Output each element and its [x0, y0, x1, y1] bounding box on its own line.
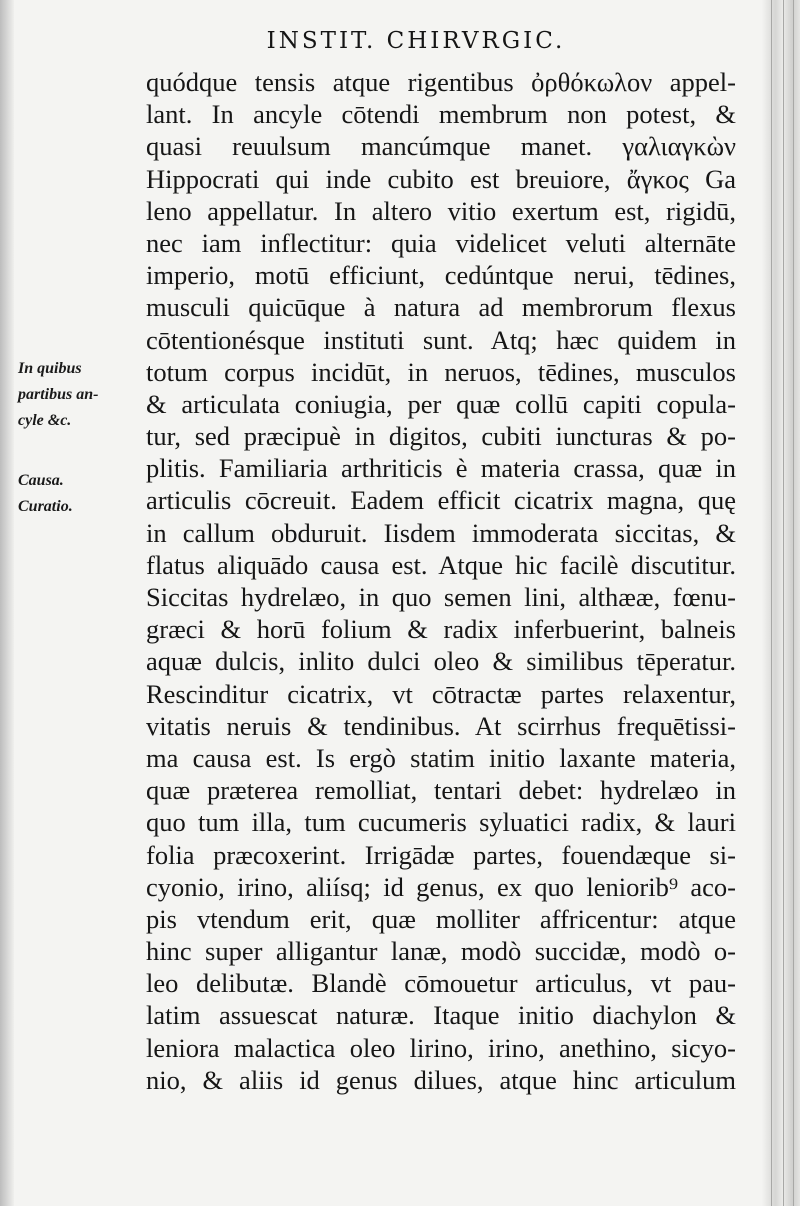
margin-note-line: cyle &c. [18, 412, 72, 429]
margin-note-curatio [18, 494, 143, 520]
text-line: quasi reuulsum mancúmque manet. γαλιαγκὼν [146, 131, 736, 162]
margin-note-causa [18, 468, 143, 494]
text-line: leniora malactica oleo lirino, irino, anethino, sicyo- [146, 1032, 736, 1063]
body-text [146, 66, 736, 1096]
text-line: latim assuescat naturæ. Itaque initio diachylon & [146, 1000, 736, 1031]
text-line: & articulata coniugia, per quæ collū capiti copula- [146, 388, 736, 419]
text-line: quæ præterea remolliat, tentari debet: hydrelæo in [146, 775, 736, 806]
binding-shadow [0, 0, 14, 1206]
margin-note-line: Curatio. [18, 498, 73, 515]
text-line: Siccitas hydrelæo, in quo semen lini, althææ, fœnu- [146, 582, 736, 612]
page-edge [762, 0, 800, 1206]
text-line: nec iam inflectitur: quia videlicet veluti alternāte [146, 227, 736, 258]
text-line: tur, sed præcipuè in digitos, cubiti iuncturas & po- [146, 421, 736, 452]
edge-line [793, 0, 794, 1206]
text-line: vitatis neruis & tendinibus. At scirrhus frequētissi- [146, 710, 736, 741]
margin-note-in-quibus [18, 356, 143, 434]
text-line: ma causa est. Is ergò statim initio laxante materia, [146, 742, 736, 773]
margin-note-line: In quibus [18, 360, 82, 377]
text-line: musculi quicūque à natura ad membrorum flexus [146, 292, 736, 323]
text-line: Hippocrati qui inde cubito est breuiore, ἄγκος Ga [146, 163, 736, 194]
text-line: totum corpus incidūt, in neruos, tēdines, musculos [146, 356, 736, 387]
text-line: cyonio, irino, aliísq; id genus, ex quo leniorib⁹ aco- [146, 871, 736, 902]
edge-line [783, 0, 784, 1206]
text-line: in callum obduruit. Iisdem immoderata siccitas, & [146, 517, 736, 548]
text-line: imperio, motū efficiunt, cedúntque nerui, tēdines, [146, 260, 736, 291]
text-line: græci & horū folium & radix inferbuerint, balneis [146, 614, 736, 645]
text-line: hinc super alligantur lanæ, modò succidæ, modò o- [146, 936, 736, 967]
text-line: pis vtendum erit, quæ molliter affricentur: atque [146, 903, 736, 934]
text-line: folia præcoxerint. Irrigādæ partes, fouendæque si- [146, 839, 736, 870]
margin-note-line: Causa. [18, 472, 64, 489]
text-line: flatus aliquādo causa est. Atque hic facilè discutitur. [146, 549, 736, 580]
running-head: INSTIT. CHIRVRGIC. [266, 28, 566, 54]
text-line: Rescinditur cicatrix, vt cōtractæ partes relaxentur, [146, 678, 736, 709]
text-line: plitis. Familiaria arthriticis è materia crassa, quæ in [146, 453, 736, 484]
text-line: leno appellatur. In altero vitio exertum est, rigidū, [146, 195, 736, 226]
text-line: quódque tensis atque rigentibus ὀρθόκωλον appel- [146, 67, 736, 97]
edge-line [771, 0, 772, 1206]
text-line: nio, & aliis id genus dilues, atque hinc articulum [146, 1064, 736, 1095]
text-line: lant. In ancyle cōtendi membrum non potest, & [146, 99, 736, 130]
text-line: cōtentionésque instituti sunt. Atq; hæc quidem in [146, 324, 736, 355]
text-line: aquæ dulcis, inlito dulci oleo & similibus tēperatur. [146, 646, 736, 677]
text-line: leo delibutæ. Blandè cōmouetur articulus, vt pau- [146, 968, 736, 999]
text-line: quo tum illa, tum cucumeris syluatici radix, & lauri [146, 807, 736, 838]
margin-note-line: partibus an- [18, 386, 99, 403]
text-line: articulis cōcreuit. Eadem efficit cicatrix magna, quę [146, 485, 736, 516]
